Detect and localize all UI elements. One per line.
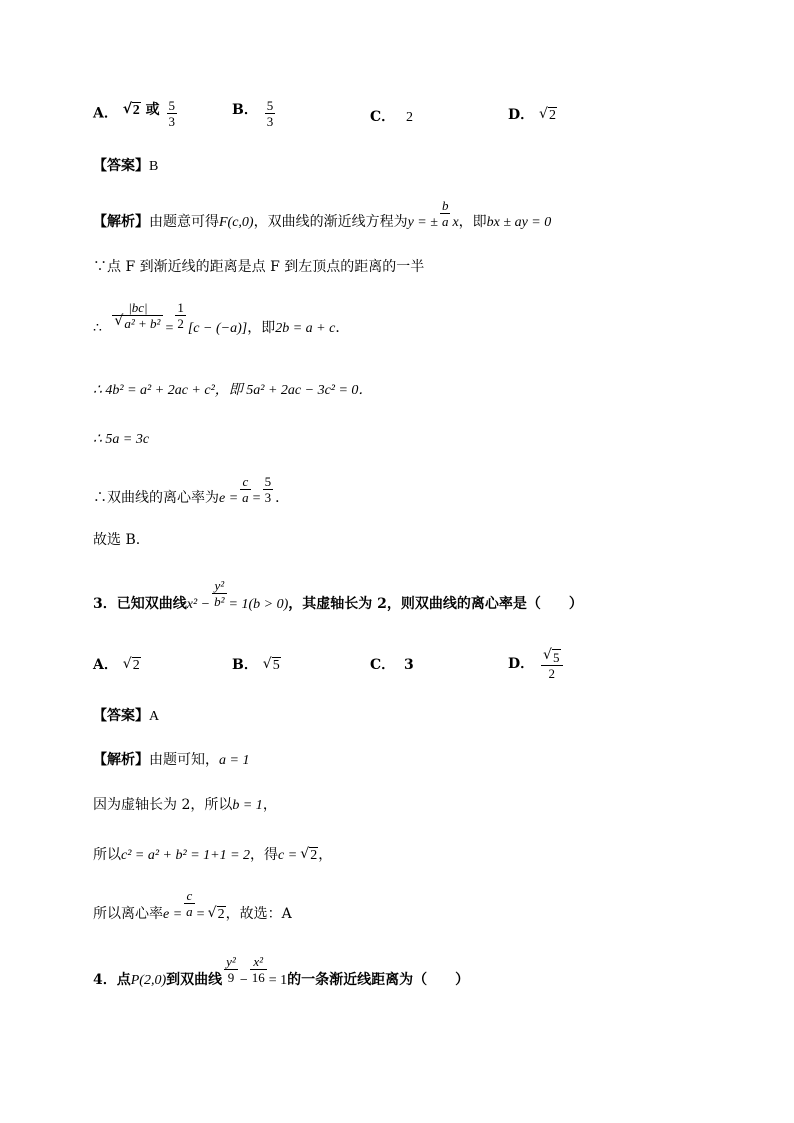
q2-analysis-line6 bbox=[93, 474, 289, 510]
comma: ， bbox=[262, 797, 277, 813]
text: 到双曲线 bbox=[166, 971, 223, 988]
math-bracket: [c − (−a)] bbox=[187, 320, 248, 336]
fraction-x2-16 bbox=[250, 954, 267, 985]
q2-analysis-line1 bbox=[93, 198, 551, 234]
period: ． bbox=[335, 319, 350, 336]
q3-option-a[interactable] bbox=[93, 658, 141, 673]
question-number: 4．点 bbox=[93, 971, 131, 988]
numerator: 5 bbox=[168, 98, 175, 113]
text: ，双曲线的渐近线方程为 bbox=[253, 213, 408, 230]
answer-tag: 【答案】 bbox=[93, 158, 149, 174]
math-c2-eq: c² = a² + b² = 1+1 = 2 bbox=[121, 848, 251, 863]
text: 所以 bbox=[93, 847, 121, 863]
fraction-c-a bbox=[184, 888, 195, 919]
q3-stem bbox=[93, 578, 583, 618]
math-line: ∴ 5a = 3c bbox=[93, 432, 150, 447]
q2-analysis-line3 bbox=[93, 300, 349, 344]
math-e: e = bbox=[219, 490, 239, 506]
question-tail: ，其虚轴长为 2，则双曲线的离心率是（ ） bbox=[288, 595, 583, 612]
numerator: y² bbox=[212, 578, 226, 594]
q2-option-b[interactable] bbox=[232, 98, 277, 129]
text: ，故选：A bbox=[225, 905, 292, 922]
question-tail: 的一条渐近线距离为（ ） bbox=[287, 971, 470, 988]
text: ∴双曲线的离心率为 bbox=[93, 489, 219, 506]
sqrt-symbol bbox=[208, 908, 226, 922]
math-x2: x² − bbox=[186, 596, 211, 612]
denominator: 2 bbox=[177, 316, 184, 331]
option-value: 3 bbox=[404, 657, 414, 673]
text: ∵点 F 到渐近线的距离是点 F 到左顶点的距离的一半 bbox=[93, 259, 425, 275]
text: ，即 bbox=[458, 213, 487, 230]
radicand: 2 bbox=[217, 906, 225, 922]
therefore-symbol: ∴ bbox=[93, 319, 102, 336]
fraction-c-a bbox=[240, 474, 251, 505]
denominator: a bbox=[186, 904, 193, 919]
option-letter: D． bbox=[508, 655, 535, 672]
numerator: x² bbox=[250, 954, 267, 970]
q3-analysis-line2 bbox=[93, 798, 277, 813]
sqrt-symbol bbox=[300, 849, 318, 863]
denominator: b² bbox=[214, 594, 225, 609]
equals-sign: = bbox=[196, 906, 205, 922]
or-text: 或 bbox=[145, 101, 160, 118]
fraction-y2-b2 bbox=[212, 578, 226, 609]
math-point-f: F(c,0) bbox=[219, 214, 254, 230]
radicand: 2 bbox=[132, 102, 140, 118]
math-e: e = bbox=[163, 906, 183, 922]
option-letter: C． bbox=[370, 657, 396, 673]
math-eq-1: = 1 bbox=[268, 972, 288, 988]
text: 故选 B. bbox=[93, 532, 141, 548]
q2-answer bbox=[93, 159, 158, 174]
q2-option-a[interactable] bbox=[93, 98, 179, 129]
radicand: a² + b² bbox=[124, 316, 161, 331]
q3-analysis-line3 bbox=[93, 848, 332, 863]
option-letter: B． bbox=[232, 657, 258, 673]
sqrt-symbol bbox=[543, 650, 561, 665]
text: 所以离心率 bbox=[93, 905, 163, 922]
radicand: 5 bbox=[272, 658, 280, 673]
math-y: y = ± bbox=[407, 214, 438, 230]
q3-option-b[interactable] bbox=[232, 658, 281, 673]
fraction-distance bbox=[112, 300, 163, 331]
q3-option-d[interactable] bbox=[508, 650, 565, 681]
text: ，得 bbox=[250, 847, 279, 863]
q3-analysis-line1 bbox=[93, 753, 249, 768]
sqrt-symbol bbox=[539, 109, 557, 123]
fraction-5-3 bbox=[167, 98, 178, 129]
option-letter: B． bbox=[232, 101, 258, 118]
denominator bbox=[112, 316, 163, 331]
numerator: 1 bbox=[177, 300, 184, 315]
radicand: 2 bbox=[132, 658, 140, 673]
denominator: 3 bbox=[266, 114, 274, 129]
period: ． bbox=[275, 489, 290, 506]
fraction-b-a bbox=[440, 198, 451, 229]
numerator: y² bbox=[226, 954, 236, 969]
numerator: 5 bbox=[264, 474, 272, 489]
question-number: 3．已知双曲线 bbox=[93, 595, 187, 612]
equals-sign: = bbox=[252, 490, 261, 506]
q2-analysis-line2 bbox=[93, 260, 424, 274]
denominator: a bbox=[242, 490, 249, 505]
fraction-half bbox=[175, 300, 186, 331]
fraction-y2-9 bbox=[224, 954, 238, 985]
denominator: 9 bbox=[227, 970, 235, 985]
comma: ， bbox=[318, 847, 333, 863]
q4-stem bbox=[93, 954, 469, 994]
q3-analysis-line4 bbox=[93, 888, 292, 928]
numerator bbox=[541, 650, 563, 666]
radicand: 5 bbox=[553, 650, 560, 665]
analysis-tag: 【解析】 bbox=[93, 213, 149, 230]
text: ，即 bbox=[247, 319, 276, 336]
numerator: c bbox=[240, 474, 251, 490]
numerator: |bc| bbox=[112, 300, 163, 316]
option-letter: A． bbox=[93, 105, 118, 122]
radicand: 2 bbox=[310, 848, 318, 863]
q2-option-c[interactable] bbox=[370, 110, 413, 125]
math-b-eq: b = 1 bbox=[232, 798, 263, 813]
analysis-tag: 【解析】 bbox=[93, 752, 149, 768]
math-asymptote: bx ± ay = 0 bbox=[486, 214, 552, 230]
denominator: a bbox=[441, 214, 449, 229]
text: 由题意可得 bbox=[149, 213, 219, 230]
q2-analysis-line4 bbox=[93, 384, 372, 398]
math-result: 2b = a + c bbox=[275, 320, 336, 336]
option-value: 2 bbox=[406, 110, 414, 125]
equals-sign: = bbox=[165, 320, 174, 336]
answer-tag: 【答案】 bbox=[93, 708, 149, 724]
fraction-5-3 bbox=[265, 98, 276, 129]
option-letter: C． bbox=[370, 109, 396, 125]
numerator: c bbox=[184, 888, 195, 904]
math-eq-rest: = 1(b > 0) bbox=[228, 596, 289, 612]
option-letter: D． bbox=[508, 107, 535, 123]
q2-analysis-line5 bbox=[93, 433, 149, 447]
q2-analysis-line7 bbox=[93, 533, 140, 547]
q2-option-d[interactable] bbox=[508, 108, 557, 123]
denominator: 16 bbox=[251, 970, 265, 985]
text: 由题可知， bbox=[149, 752, 219, 768]
denominator: 3 bbox=[264, 490, 272, 505]
answer-value: A bbox=[149, 709, 160, 724]
q3-option-c[interactable] bbox=[370, 658, 414, 672]
numerator: b bbox=[441, 198, 449, 213]
sqrt-symbol bbox=[123, 659, 141, 673]
minus-sign: − bbox=[239, 972, 248, 988]
sqrt-symbol bbox=[114, 316, 161, 331]
math-c: c = bbox=[278, 848, 298, 863]
sqrt-symbol bbox=[123, 104, 141, 118]
math-line: ∴ 4b² = a² + 2ac + c²，即 5a² + 2ac − 3c² = 0． bbox=[93, 383, 373, 398]
math-point-p: P(2,0) bbox=[130, 972, 167, 988]
fraction-5-3 bbox=[263, 474, 274, 505]
sqrt-symbol bbox=[263, 659, 281, 673]
math-a-eq: a = 1 bbox=[219, 753, 250, 768]
fraction-sqrt5-2 bbox=[541, 650, 563, 681]
q3-answer bbox=[93, 709, 159, 724]
denominator: 2 bbox=[548, 666, 556, 681]
option-letter: A． bbox=[93, 657, 118, 673]
numerator: 5 bbox=[266, 98, 274, 113]
math-x: x bbox=[452, 214, 459, 230]
radicand: 2 bbox=[549, 108, 557, 123]
text: 因为虚轴长为 2，所以 bbox=[93, 797, 233, 813]
answer-value: B bbox=[149, 159, 159, 174]
denominator: 3 bbox=[168, 114, 175, 129]
